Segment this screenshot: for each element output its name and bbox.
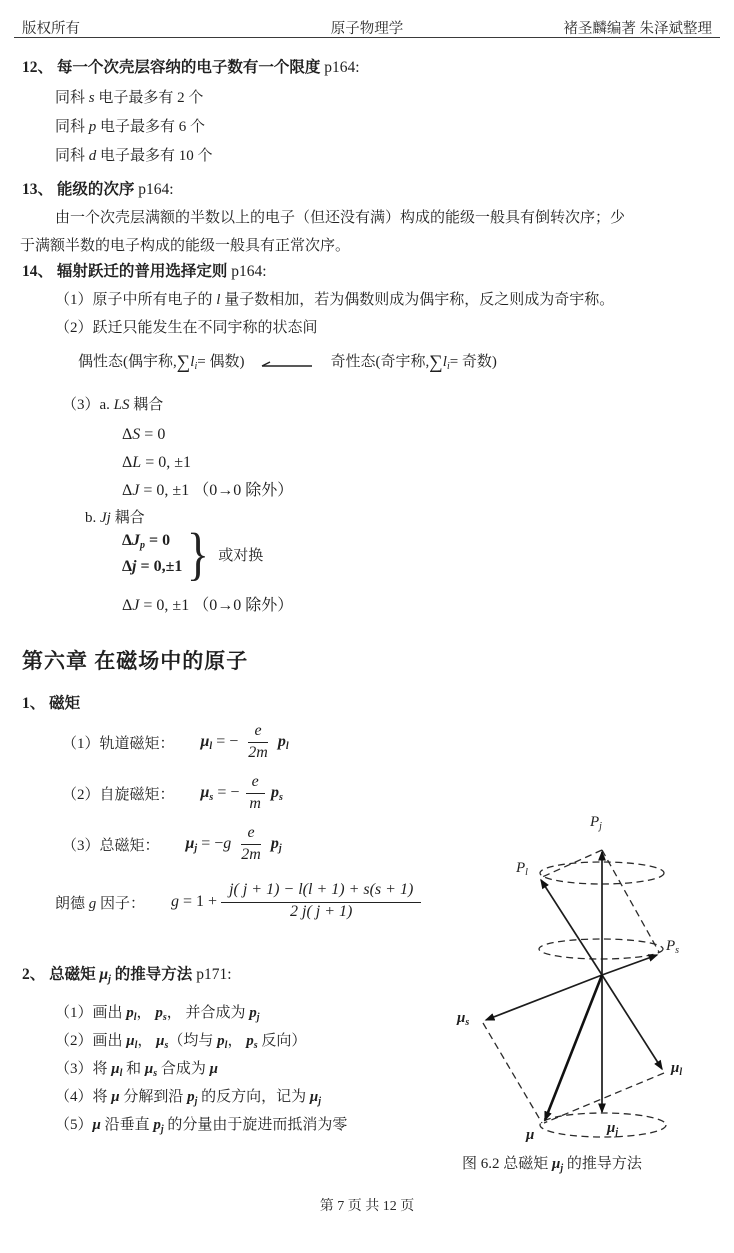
text-run: = 偶数)	[197, 354, 245, 370]
text-run: = −	[197, 834, 224, 852]
text-run: p	[187, 1089, 195, 1105]
text-run: μ	[185, 834, 195, 852]
text-run: i	[194, 361, 198, 372]
section-2-item-4	[55, 1087, 321, 1109]
lande-g-fraction	[221, 881, 421, 923]
text-run: ，	[137, 1033, 157, 1049]
figure-6-2	[450, 812, 734, 1152]
text-run: 耦合	[129, 397, 164, 413]
section-12-line-s	[55, 88, 203, 108]
text-run: J	[132, 532, 141, 550]
text-run: 2、 总磁矩	[22, 966, 100, 983]
text-run: j	[615, 1127, 619, 1138]
text-run: ∑	[429, 352, 443, 373]
text-run: s	[209, 791, 214, 803]
text-run: p164:	[227, 263, 267, 280]
ls-rule-dl	[122, 452, 191, 474]
section-1-heading: 1、 磁矩	[22, 695, 81, 712]
text-run: μ	[111, 1089, 120, 1105]
text-run: μ	[126, 1033, 135, 1049]
section-12-line-p	[55, 117, 205, 137]
orbital-moment-label: （1）轨道磁矩：	[62, 735, 175, 752]
text-run: （1）画出	[55, 1005, 127, 1021]
text-run: ∑	[176, 352, 191, 373]
text-run: g	[88, 895, 97, 912]
jj-rule-final	[122, 595, 293, 617]
text-run: j	[278, 842, 282, 854]
fraction-denominator: 2 j( j + 1)	[290, 902, 353, 920]
text-run: 和	[122, 1061, 145, 1077]
label-ps	[666, 938, 679, 956]
text-run: l	[209, 740, 213, 752]
text-run: μ	[607, 1120, 616, 1136]
text-run: p	[249, 1005, 257, 1021]
section-14-item-1	[55, 290, 614, 310]
section-14-item-2	[55, 318, 318, 338]
spin-moment-lhs	[201, 784, 240, 803]
text-run: p	[270, 783, 279, 801]
text-run: 12、 每一个次壳层容纳的电子数有一个限度	[22, 59, 321, 76]
text-run: = 奇数)	[449, 354, 497, 370]
text-run: p	[277, 732, 286, 750]
text-run: ，	[227, 1033, 247, 1049]
text-run: （均与	[168, 1033, 218, 1049]
text-run: 沿垂直	[100, 1117, 154, 1133]
text-run: l	[216, 292, 221, 308]
text-run: μ	[200, 783, 210, 801]
spin-moment-fraction	[243, 773, 267, 813]
text-run: j	[108, 974, 111, 985]
text-run: p	[246, 1033, 254, 1049]
header-title: 原子物理学	[330, 21, 404, 37]
text-run: 图 6.2 总磁矩	[462, 1156, 553, 1172]
text-run: 电子最多有 6 个	[96, 119, 206, 135]
text-run: Δ	[122, 558, 133, 576]
header-copyright: 版权所有	[22, 21, 80, 37]
text-run: 反向）	[257, 1033, 307, 1049]
fraction-numerator: e	[248, 722, 267, 742]
header-authors: 褚圣麟编著 朱泽斌整理	[563, 21, 712, 37]
text-run: s	[88, 90, 95, 106]
text-run: j	[160, 1124, 164, 1135]
text-run: μ	[209, 1061, 219, 1077]
text-run: 奇性态(奇宇称,	[330, 354, 430, 370]
text-run: l	[285, 740, 289, 752]
text-run: d	[88, 148, 97, 164]
orbital-moment-rhs	[278, 733, 289, 752]
fraction-denominator: 2m	[241, 845, 261, 863]
label-mu-s	[457, 1010, 469, 1028]
text-run: = 0, ±1 （0→0 除外）	[139, 597, 294, 614]
label-mu-j	[607, 1120, 618, 1138]
text-run: p	[88, 119, 97, 135]
text-run: l	[224, 1040, 228, 1051]
text-run: j	[599, 821, 602, 832]
text-run: S	[132, 426, 141, 443]
fraction-denominator: 2m	[248, 743, 268, 761]
text-run: = 0	[140, 426, 166, 443]
text-run: p164:	[320, 59, 360, 76]
section-12-line-d	[55, 146, 213, 166]
section-14-heading	[22, 262, 267, 283]
text-run: 同科	[55, 119, 89, 135]
text-run: 朗德	[55, 895, 89, 912]
label-pl	[516, 860, 528, 878]
text-run: ， 并合成为	[166, 1005, 250, 1021]
section-2-item-5	[55, 1115, 347, 1137]
text-run: Δ	[122, 597, 133, 614]
jj-rule-group	[122, 521, 264, 586]
text-run: 量子数相加，若为偶数则成为偶宇称，反之则成为奇宇称。	[220, 292, 615, 308]
spin-moment-formula	[62, 766, 283, 820]
text-run: 同科	[55, 148, 89, 164]
section-2-item-1	[55, 1003, 260, 1025]
orbital-moment-lhs	[201, 733, 239, 752]
text-run: s	[162, 1012, 167, 1023]
precession-ellipse-middle	[539, 939, 663, 959]
transition-arrow-icon	[258, 359, 316, 371]
text-run: （3）a.	[62, 397, 114, 413]
text-run: l	[679, 1067, 683, 1078]
brace-glyph: }	[187, 521, 210, 586]
text-run: l	[525, 867, 528, 878]
section-13-para-line2: 于满额半数的电子构成的能级一般具有正常次序。	[20, 238, 351, 254]
label-pj	[590, 814, 602, 832]
text-run: = 0,±1	[136, 558, 183, 576]
text-run: p	[126, 1005, 134, 1021]
text-run: s	[153, 1068, 158, 1079]
vector-mu-l	[602, 975, 662, 1069]
text-run: μ	[144, 1061, 154, 1077]
text-run: g	[223, 834, 232, 852]
precession-ellipse-bottom	[540, 1113, 666, 1137]
jj-rule-djp	[122, 532, 182, 551]
text-run: μ	[309, 1089, 319, 1105]
jj-swap-note: 或对换	[218, 547, 264, 564]
text-run: 耦合	[110, 510, 145, 526]
section-14-item-3-ls	[62, 395, 163, 415]
text-run: g	[171, 893, 180, 910]
fraction-denominator: m	[249, 794, 261, 812]
total-moment-label: （3）总磁矩：	[62, 837, 160, 854]
orbital-moment-fraction	[242, 722, 274, 762]
text-run: P	[590, 814, 600, 830]
text-run: P	[516, 860, 526, 876]
fraction-numerator: j( j + 1) − l(l + 1) + s(s + 1)	[221, 881, 421, 902]
text-run: p	[140, 540, 146, 552]
text-run: μ	[156, 1033, 165, 1049]
text-run: p	[217, 1033, 225, 1049]
text-run: p164:	[134, 181, 174, 198]
text-run: L	[132, 454, 142, 471]
total-moment-lhs	[186, 835, 232, 854]
text-run: = 0, ±1	[141, 454, 192, 471]
text-run: j	[132, 558, 137, 576]
vector-diagram	[450, 812, 734, 1152]
chapter-6-title: 第六章 在磁场中的原子	[22, 649, 249, 673]
section-2-item-3	[55, 1059, 218, 1081]
total-moment-fraction	[235, 824, 267, 864]
text-run: 因子：	[96, 895, 146, 912]
text-run: μ	[526, 1127, 535, 1143]
text-run: Δ	[122, 532, 133, 550]
text-run: 同科	[55, 90, 89, 106]
text-run: = −	[212, 732, 239, 750]
text-run: j	[560, 1163, 564, 1174]
text-run: （4）将	[55, 1089, 112, 1105]
vector-mu	[545, 975, 602, 1120]
jj-rule-lines	[122, 532, 182, 576]
text-run: （2）画出	[55, 1033, 127, 1049]
text-run: 偶性态(偶宇称,	[78, 354, 177, 370]
ls-rule-dj	[122, 480, 293, 502]
text-run: j	[318, 1096, 322, 1107]
parallelogram-line-right	[544, 1073, 664, 1123]
text-run: = 0	[145, 532, 171, 550]
text-run: l	[119, 1068, 123, 1079]
vector-pl	[541, 880, 602, 975]
header-rule	[14, 37, 720, 38]
jj-rule-dj	[122, 558, 182, 576]
text-run: l	[134, 1040, 138, 1051]
label-mu-l	[671, 1060, 682, 1078]
page-footer: 第 7 页 共 12 页	[319, 1199, 415, 1214]
section-12-heading	[22, 58, 360, 79]
text-run: j	[194, 842, 198, 854]
section-2-item-2	[55, 1031, 306, 1053]
text-run: = 0, ±1 （0→0 除外）	[139, 482, 294, 499]
text-run: 的反方向，记为	[197, 1089, 310, 1105]
text-run: 13、 能级的次序	[22, 181, 135, 198]
text-run: 电子最多有 2 个	[94, 90, 204, 106]
label-mu	[526, 1127, 534, 1144]
lande-g-label	[55, 892, 145, 913]
text-run: l	[133, 1012, 137, 1023]
text-run: p171:	[192, 966, 232, 983]
text-run: 分解到沿	[119, 1089, 188, 1105]
text-run: s	[465, 1017, 470, 1028]
figure-caption	[462, 1152, 642, 1174]
spin-moment-rhs	[271, 784, 283, 803]
text-run: s	[675, 945, 680, 956]
text-run: j	[194, 1096, 198, 1107]
text-run: s	[278, 791, 283, 803]
lande-g-lhs	[171, 893, 217, 911]
text-run: l	[442, 354, 447, 370]
text-run: = −	[213, 783, 240, 801]
text-run: 14、 辐射跃迁的普用选择定则	[22, 263, 228, 280]
odd-parity-state	[330, 350, 496, 374]
parity-states-line	[78, 350, 497, 374]
cone-line-right	[602, 850, 659, 952]
text-run: Jj	[100, 510, 111, 526]
text-run: Δ	[122, 454, 133, 471]
text-run: J	[132, 597, 140, 614]
fraction-numerator: e	[246, 773, 265, 793]
text-run: J	[132, 482, 140, 499]
section-2-heading	[22, 965, 232, 987]
text-run: s	[253, 1040, 258, 1051]
text-run: （2）跃迁只能发生在不同宇称的状态间	[55, 320, 318, 336]
text-run: （1）原子中所有电子的	[55, 292, 217, 308]
text-run: 的推导方法	[110, 966, 193, 983]
total-moment-rhs	[271, 835, 282, 854]
text-run: 电子最多有 10 个	[96, 148, 213, 164]
text-run: j	[256, 1012, 260, 1023]
text-run: 的推导方法	[563, 1156, 642, 1172]
vector-mu-s	[486, 975, 602, 1020]
text-run: μ	[99, 966, 109, 983]
text-run: μ	[671, 1060, 680, 1076]
even-parity-state	[78, 350, 244, 374]
section-13-heading	[22, 180, 174, 201]
section-13-para-line1: 由一个次壳层满额的半数以上的电子（但还没有满）构成的能级一般具有倒转次序；少	[55, 210, 626, 226]
text-run: p	[153, 1117, 161, 1133]
orbital-moment-formula	[62, 715, 289, 769]
text-run: μ	[111, 1061, 120, 1077]
text-run: Δ	[122, 482, 133, 499]
text-run: p	[155, 1005, 163, 1021]
text-run: （3）将	[55, 1061, 112, 1077]
text-run: i	[446, 361, 450, 372]
total-moment-formula	[62, 817, 282, 871]
fraction-numerator: e	[241, 824, 260, 844]
text-run: μ	[200, 732, 210, 750]
jj-coupling-label	[85, 508, 145, 528]
text-run: l	[190, 354, 195, 370]
text-run: （5）	[55, 1117, 93, 1133]
text-run: 合成为	[157, 1061, 210, 1077]
text-run: μ	[457, 1010, 466, 1026]
text-run: 的分量由于旋进而抵消为零	[163, 1117, 348, 1133]
lande-g-formula	[55, 870, 425, 934]
text-run: b.	[85, 510, 100, 526]
text-run: P	[666, 938, 676, 954]
text-run: s	[164, 1040, 169, 1051]
text-run: ，	[136, 1005, 156, 1021]
spin-moment-label: （2）自旋磁矩：	[62, 786, 175, 803]
ls-rule-ds	[122, 424, 165, 446]
parallelogram-line-left	[483, 1023, 542, 1123]
text-run: = 1 +	[179, 893, 218, 910]
text-run: μ	[92, 1117, 101, 1133]
text-run: p	[270, 834, 279, 852]
text-run: Δ	[122, 426, 133, 443]
text-run: LS	[113, 397, 130, 413]
text-run: μ	[552, 1156, 561, 1172]
